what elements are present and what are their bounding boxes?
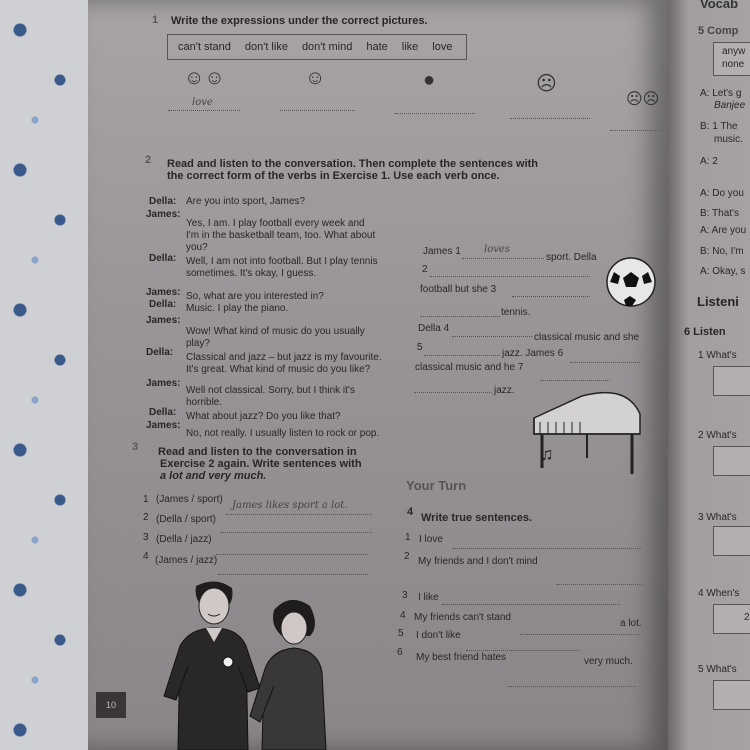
ex4-item-text: My best friend hates	[416, 652, 507, 663]
right-line: B: 1 The	[700, 121, 738, 132]
question: 4 When's	[698, 588, 740, 599]
completion-4: tennis.	[501, 307, 531, 318]
completion-8: jazz.	[494, 385, 515, 396]
completion-5: Della 4	[418, 323, 450, 334]
exercise-1-number: 1	[152, 14, 159, 26]
sad-face-icon: ☹	[536, 73, 557, 95]
answer-line	[610, 130, 660, 131]
word-hate: hate	[366, 41, 388, 53]
speaker: James:	[146, 209, 181, 220]
dialogue-line: What about jazz? Do you like that?	[186, 411, 341, 422]
ex4-item-text: I like	[418, 592, 439, 603]
word-box-right-line2: none	[722, 59, 745, 70]
exercise-2-title-line1: Read and listen to the conversation. Then complete the sentences with	[167, 158, 539, 170]
dialogue-line: Classical and jazz – but jazz is my favourite.	[186, 352, 382, 363]
completion-1-answer: loves	[484, 244, 510, 255]
completion-2: 2	[422, 264, 428, 275]
speaker: Della:	[146, 347, 174, 358]
ex4-item-number: 3	[402, 590, 408, 601]
ex3-item-answer: James likes sport a lot.	[232, 500, 348, 511]
ex4-item-end: a lot.	[620, 618, 642, 629]
dialogue-line: horrible.	[186, 397, 223, 408]
completion-1: James 1	[423, 246, 461, 257]
exercise-3-title-line1: Read and listen to the conversation in	[158, 446, 357, 458]
right-line: A: Let's g	[700, 88, 742, 99]
your-turn-heading: Your Turn	[406, 478, 467, 493]
speaker: James:	[146, 378, 181, 389]
exercise-3-title-line2: Exercise 2 again. Write sentences with	[160, 458, 362, 470]
answer-line	[226, 514, 372, 515]
ex4-item-number: 1	[405, 532, 411, 543]
answer-line	[466, 650, 580, 651]
speaker: James:	[146, 420, 181, 431]
answer-line	[520, 634, 640, 635]
answer-line	[452, 548, 642, 549]
ex1-answer-love: love	[192, 97, 213, 108]
ex3-item-number: 4	[143, 551, 149, 562]
completion-5-end: classical music and she	[534, 332, 640, 343]
right-line: B: No, I'm	[700, 246, 744, 257]
answer-line	[442, 604, 620, 605]
exercise-4-number: 4	[407, 506, 414, 518]
ex4-item-number: 5	[398, 628, 404, 639]
ex4-item-text: I love	[419, 534, 443, 545]
word-love: love	[432, 41, 453, 53]
dialogue-line: play?	[186, 338, 210, 349]
fabric-background	[0, 0, 100, 750]
speaker: Della:	[149, 407, 177, 418]
word-box	[167, 34, 467, 60]
right-line: Banjee	[714, 100, 746, 111]
ex3-item-number: 2	[143, 512, 149, 523]
right-line: A: Okay, s	[700, 266, 746, 277]
completion-1-end: sport. Della	[546, 252, 597, 263]
boy-and-girl-illustration	[150, 576, 340, 750]
answer-line	[420, 316, 500, 317]
dialogue-line: Are you into sport, James?	[186, 196, 305, 207]
listening-heading: Listeni	[697, 294, 739, 309]
right-line: A: 2	[700, 156, 718, 167]
dialogue-line: It's great. What kind of music do you like?	[186, 364, 371, 375]
speaker: James:	[146, 315, 181, 326]
piano-illustration	[522, 388, 652, 480]
answer-line	[424, 355, 500, 356]
word-dont-like: don't like	[244, 41, 288, 53]
answer-line	[540, 380, 610, 381]
answer-line	[168, 110, 240, 111]
word-dont-mind: don't mind	[301, 41, 353, 53]
question: 2 What's	[698, 430, 737, 441]
speaker: Della:	[149, 196, 177, 207]
dialogue-line: Well not classical. Sorry, but I think it's	[186, 385, 355, 396]
exercise-4-title: Write true sentences.	[421, 512, 533, 524]
neutral-face-icon: ●	[423, 69, 436, 91]
right-page-heading: Vocab	[700, 0, 739, 11]
double-sad-face-icon: ☹☹	[626, 91, 660, 108]
right-line: music.	[714, 134, 743, 145]
completion-3: football but she 3	[420, 284, 497, 295]
ex3-item-prompt: (James / jazz)	[155, 555, 218, 566]
dialogue-line: I'm in the basketball team, too. What about	[186, 230, 376, 241]
answer-box-number: 2	[744, 612, 750, 623]
answer-line	[395, 113, 475, 114]
double-smiley-icon: ☺☺	[184, 67, 225, 89]
exercise-2-title-line2: the correct form of the verbs in Exercise 1. Use each verb once.	[167, 170, 500, 182]
speaker: James:	[146, 287, 181, 298]
speaker: Della:	[149, 253, 177, 264]
ex4-item-text: I don't like	[416, 630, 461, 641]
answer-line	[570, 362, 640, 363]
answer-box[interactable]	[713, 680, 750, 710]
ex4-item-number: 6	[397, 647, 403, 658]
dialogue-line: Yes, I am. I play football every week and	[186, 218, 365, 229]
ex4-item-number: 2	[404, 551, 410, 562]
dialogue-line: Music. I play the piano.	[186, 303, 289, 314]
word-cant-stand: can't stand	[178, 41, 231, 53]
answer-line	[280, 110, 355, 111]
right-line: A: Do you	[700, 188, 744, 199]
right-line: A: Are you	[700, 225, 747, 236]
ex4-item-number: 4	[400, 610, 406, 621]
ex3-item-number: 3	[143, 532, 149, 543]
question: 3 What's	[698, 512, 737, 523]
ex4-item-text: My friends can't stand	[414, 612, 511, 623]
answer-line	[510, 118, 590, 119]
answer-line	[430, 276, 590, 277]
answer-line	[220, 532, 372, 533]
dialogue-line: Wow! What kind of music do you usually	[186, 326, 365, 337]
dialogue-line: Well, I am not into football. But I play tennis	[186, 256, 378, 267]
exercise-1-title: Write the expressions under the correct pictures.	[171, 15, 428, 27]
answer-line	[512, 296, 590, 297]
answer-box[interactable]	[713, 526, 750, 556]
svg-text:♫: ♫	[540, 444, 554, 464]
answer-line	[414, 392, 492, 393]
answer-line	[556, 584, 642, 585]
dialogue-line: you?	[186, 242, 208, 253]
ex3-item-prompt: (Della / jazz)	[156, 534, 212, 545]
page-number: 10	[96, 692, 126, 718]
smiley-icon: ☺	[305, 67, 326, 89]
ex3-item-prompt: (Della / sport)	[156, 514, 217, 525]
ex3-item-number: 1	[143, 494, 149, 505]
exercise-2-number: 2	[145, 154, 152, 166]
exercise-6-label: 6 Listen	[684, 326, 726, 338]
question: 1 What's	[698, 350, 737, 361]
speaker: Della:	[149, 299, 177, 310]
answer-box[interactable]	[713, 446, 750, 476]
exercise-3-title-line3: a lot and very much.	[160, 470, 267, 482]
exercise-5-label: 5 Comp	[698, 25, 739, 37]
dialogue-line: sometimes. It's okay, I guess.	[186, 268, 317, 279]
exercise-3-number: 3	[132, 441, 139, 453]
completion-6-end: jazz. James 6	[502, 348, 564, 359]
dialogue-line: No, not really. I usually listen to rock or pop.	[186, 428, 380, 439]
answer-line	[452, 336, 532, 337]
ex4-item-end: very much.	[584, 656, 633, 667]
ex3-item-prompt: (James / sport)	[156, 494, 223, 505]
dialogue-line: So, what are you interested in?	[186, 291, 324, 302]
answer-box[interactable]	[713, 366, 750, 396]
ex4-item-text: My friends and I don't mind	[418, 556, 538, 567]
completion-7: classical music and he 7	[415, 362, 524, 373]
answer-line	[508, 686, 636, 687]
word-like: like	[401, 41, 419, 53]
answer-line	[218, 574, 368, 575]
word-box-right-line1: anyw	[722, 46, 746, 57]
question: 5 What's	[698, 664, 737, 675]
football-illustration	[606, 252, 656, 312]
answer-line	[462, 258, 544, 259]
completion-6: 5	[417, 342, 423, 353]
answer-line	[216, 554, 368, 555]
right-line: B: That's	[700, 208, 739, 219]
